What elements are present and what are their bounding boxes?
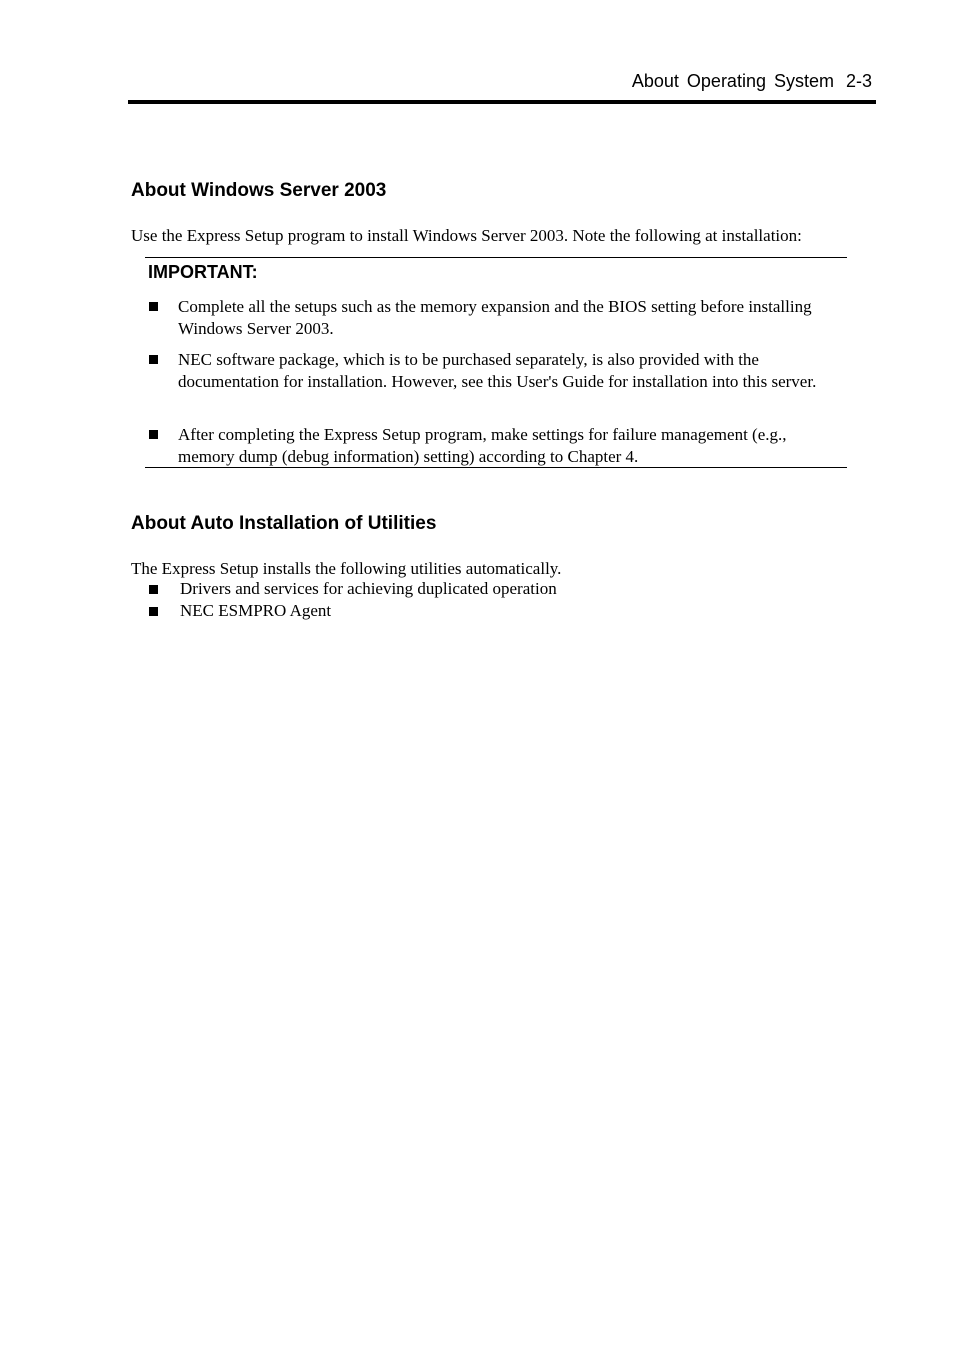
list-item-text: NEC ESMPRO Agent	[180, 601, 332, 620]
running-header	[632, 70, 872, 92]
important-title: IMPORTANT:	[148, 262, 258, 282]
list-item	[145, 600, 847, 622]
square-bullet-icon	[149, 355, 158, 364]
windows-section-intro: Use the Express Setup program to install Windows Server 2003. Note the following at installation:	[131, 226, 802, 245]
square-bullet-icon	[149, 607, 158, 616]
square-bullet-icon	[149, 302, 158, 311]
square-bullet-icon	[149, 585, 158, 594]
list-item	[145, 578, 847, 600]
important-item-text: After completing the Express Setup program, make settings for failure management (e.g., memory dump (debug information) setting) according to Chapter 4.	[178, 425, 787, 466]
important-item-text: Complete all the setups such as the memory expansion and the BIOS setting before installing Windows Server 2003.	[178, 297, 812, 338]
utilities-section-heading: About Auto Installation of Utilities	[131, 513, 437, 534]
header-section-title: About Operating System	[631, 71, 834, 91]
list-item-text: Drivers and services for achieving duplicated operation	[180, 579, 557, 598]
important-item-text: NEC software package, which is to be purchased separately, is also provided with the documentation for installation. However, see this User's Guide for installation into this server.	[178, 350, 817, 391]
square-bullet-icon	[149, 430, 158, 439]
utilities-list	[145, 578, 847, 622]
page-number: 2-3	[845, 71, 872, 91]
important-box	[145, 257, 847, 468]
windows-section-heading: About Windows Server 2003	[131, 180, 387, 201]
utilities-section-intro: The Express Setup installs the following utilities automatically.	[131, 559, 562, 578]
page-header	[128, 68, 876, 104]
